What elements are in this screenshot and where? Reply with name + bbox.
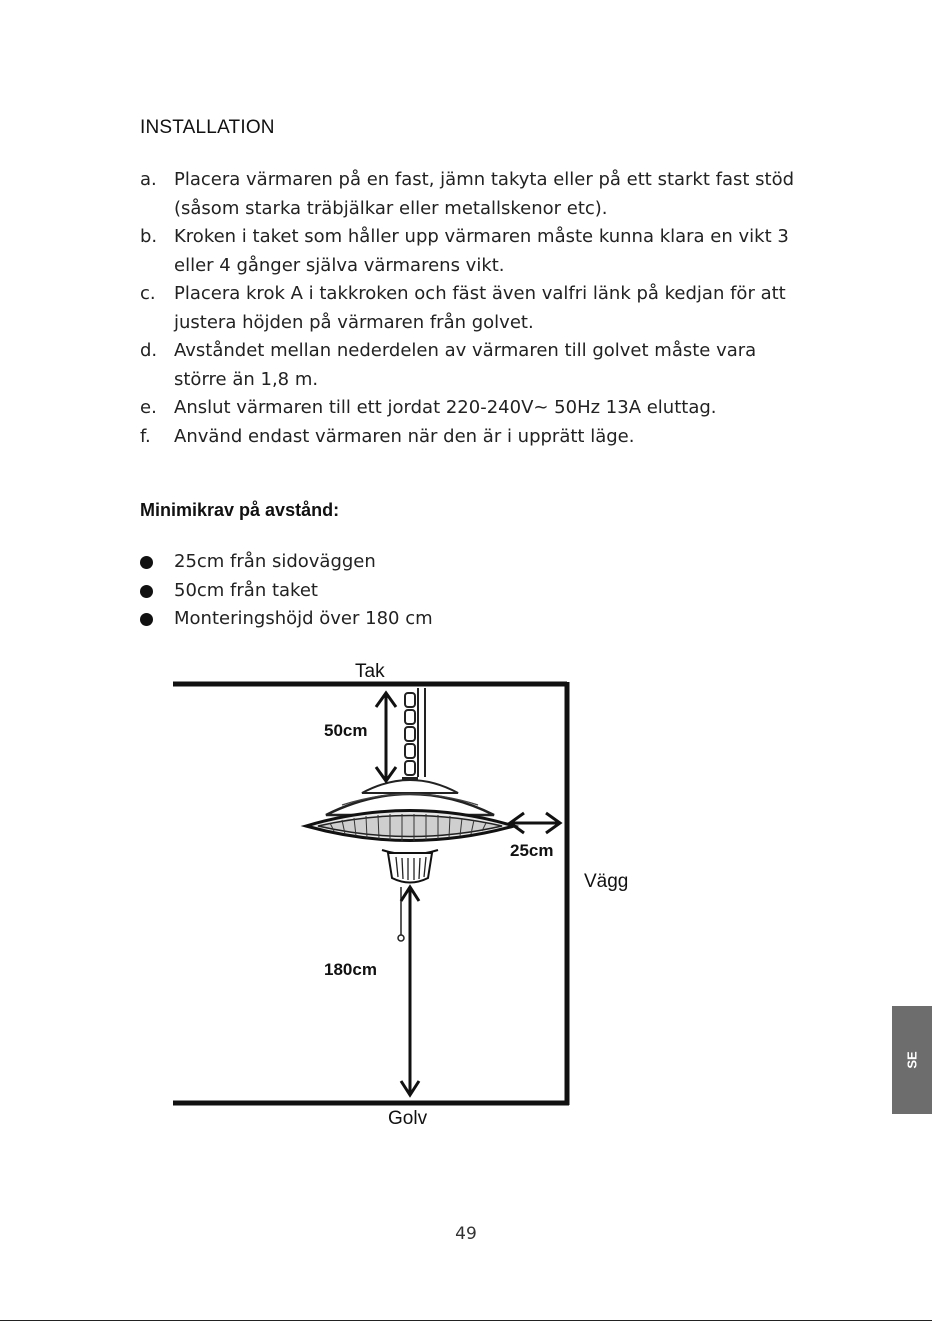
- installation-heading: INSTALLATION: [140, 117, 275, 138]
- wall-label: Vägg: [584, 871, 629, 892]
- step-letter: f.: [140, 425, 151, 447]
- installation-diagram: [160, 655, 660, 1145]
- list-item: [140, 577, 433, 606]
- step-text: Placera krok A i takkroken och fäst även valfri länk på kedjan för att justera höjden på värmaren från golvet.: [174, 283, 786, 333]
- step-text: Avståndet mellan nederdelen av värmaren till golvet måste vara större än 1,8 m.: [174, 340, 757, 390]
- page-number: 49: [455, 1224, 477, 1244]
- installation-steps: [140, 166, 800, 451]
- step-c: [140, 280, 800, 337]
- step-letter: e.: [140, 397, 157, 418]
- list-item: [140, 605, 433, 634]
- step-f: [140, 423, 800, 452]
- floor-distance-arrow: [401, 887, 419, 1095]
- bottom-divider: [0, 1320, 932, 1321]
- list-item-text: Monteringshöjd över 180 cm: [174, 608, 433, 629]
- bullet-icon: [140, 585, 153, 598]
- step-b: [140, 223, 800, 280]
- step-text: Anslut värmaren till ett jordat 220-240V~ 50Hz 13A eluttag.: [174, 397, 717, 418]
- step-text: Använd endast värmaren när den är i upprätt läge.: [174, 425, 635, 447]
- step-text: Kroken i taket som håller upp värmaren måste kunna klara en vikt 3 eller 4 gånger själva värmarens vikt.: [174, 226, 789, 276]
- ceiling-label: Tak: [355, 661, 385, 682]
- bullet-icon: [140, 613, 153, 626]
- step-letter: c.: [140, 283, 156, 304]
- step-d: [140, 337, 800, 394]
- floor-distance-label: 180cm: [324, 960, 377, 979]
- chain-icon: [405, 688, 425, 777]
- list-item-text: 50cm från taket: [174, 579, 318, 601]
- wall-distance-label: 25cm: [510, 841, 554, 860]
- step-a: [140, 166, 800, 223]
- wall-distance-arrow: [510, 813, 560, 833]
- step-letter: b.: [140, 226, 158, 247]
- step-letter: a.: [140, 169, 157, 190]
- ceiling-distance-label: 50cm: [324, 721, 368, 740]
- language-tab-label: SE: [904, 1051, 920, 1069]
- step-text: Placera värmaren på en fast, jämn takyta eller på ett starkt fast stöd (såsom starka träbjälkar eller metallskenor etc).: [174, 169, 795, 219]
- bullet-icon: [140, 556, 153, 569]
- step-letter: d.: [140, 340, 158, 361]
- list-item-text: 25cm från sidoväggen: [174, 551, 376, 572]
- language-tab: [892, 1006, 932, 1114]
- step-e: [140, 394, 800, 423]
- min-requirements-list: [140, 548, 433, 634]
- min-requirements-heading: Minimikrav på avstånd:: [140, 500, 340, 520]
- ceiling-distance-arrow: [376, 693, 396, 781]
- list-item: [140, 548, 433, 577]
- floor-label: Golv: [388, 1108, 428, 1129]
- diagram-drawing: [160, 655, 660, 1145]
